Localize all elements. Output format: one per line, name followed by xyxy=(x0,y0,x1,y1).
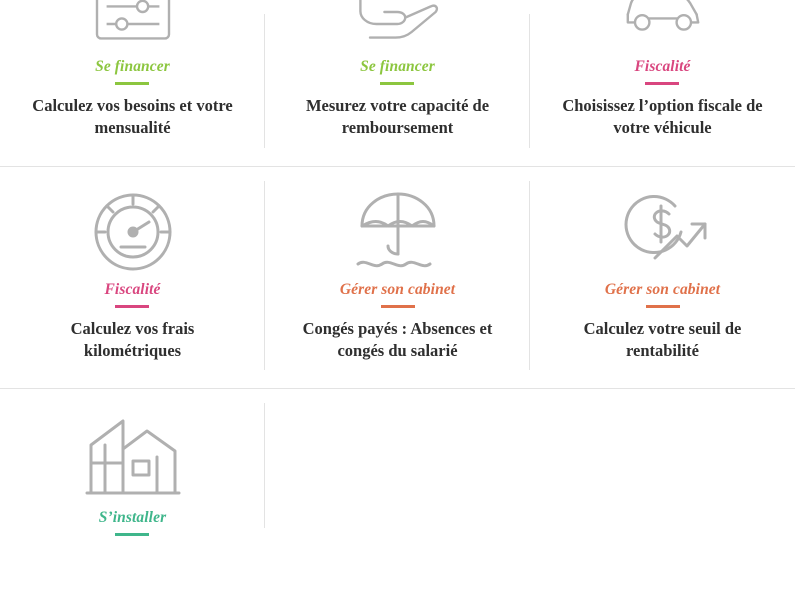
card-conges-payes[interactable] xyxy=(265,167,530,389)
speedometer-icon xyxy=(93,191,173,273)
card-category: Gérer son cabinet xyxy=(605,281,720,308)
card-title: Calculez vos frais kilométriques xyxy=(70,318,195,360)
sliders-icon xyxy=(83,0,183,48)
card-category: Se financer xyxy=(95,58,170,85)
card-row-3 xyxy=(0,389,795,546)
card-placeholder-2 xyxy=(265,389,530,546)
card-title: Congés payés : Absences et congés du salarié xyxy=(302,318,493,360)
card-category: Gérer son cabinet xyxy=(340,281,455,308)
card-category: Fiscalité xyxy=(104,281,160,308)
card-category: Fiscalité xyxy=(634,58,690,85)
house-building-icon xyxy=(83,415,183,501)
card-option-fiscale-vehicule[interactable] xyxy=(530,0,795,166)
card-sinstaller[interactable] xyxy=(0,389,265,546)
card-placeholder-3 xyxy=(530,389,795,546)
card-calculez-besoins[interactable] xyxy=(0,0,265,166)
card-category: S’installer xyxy=(99,509,166,536)
card-title: Calculez votre seuil de rentabilité xyxy=(583,318,742,360)
card-frais-kilometriques[interactable] xyxy=(0,167,265,389)
card-title: Calculez vos besoins et votre mensualité xyxy=(32,96,233,138)
card-row-2 xyxy=(0,167,795,390)
beach-parasol-icon xyxy=(348,191,448,273)
dollar-growth-icon xyxy=(615,191,711,273)
card-row-1 xyxy=(0,0,795,167)
car-icon xyxy=(613,0,713,48)
card-title: Mesurez votre capacité de remboursement xyxy=(305,96,490,138)
card-title: Choisissez l’option fiscale de votre véhicule xyxy=(562,96,763,138)
card-mesurez-capacite[interactable] xyxy=(265,0,530,166)
card-seuil-rentabilite[interactable] xyxy=(530,167,795,389)
card-category: Se financer xyxy=(360,58,435,85)
hand-coin-icon xyxy=(345,0,451,48)
